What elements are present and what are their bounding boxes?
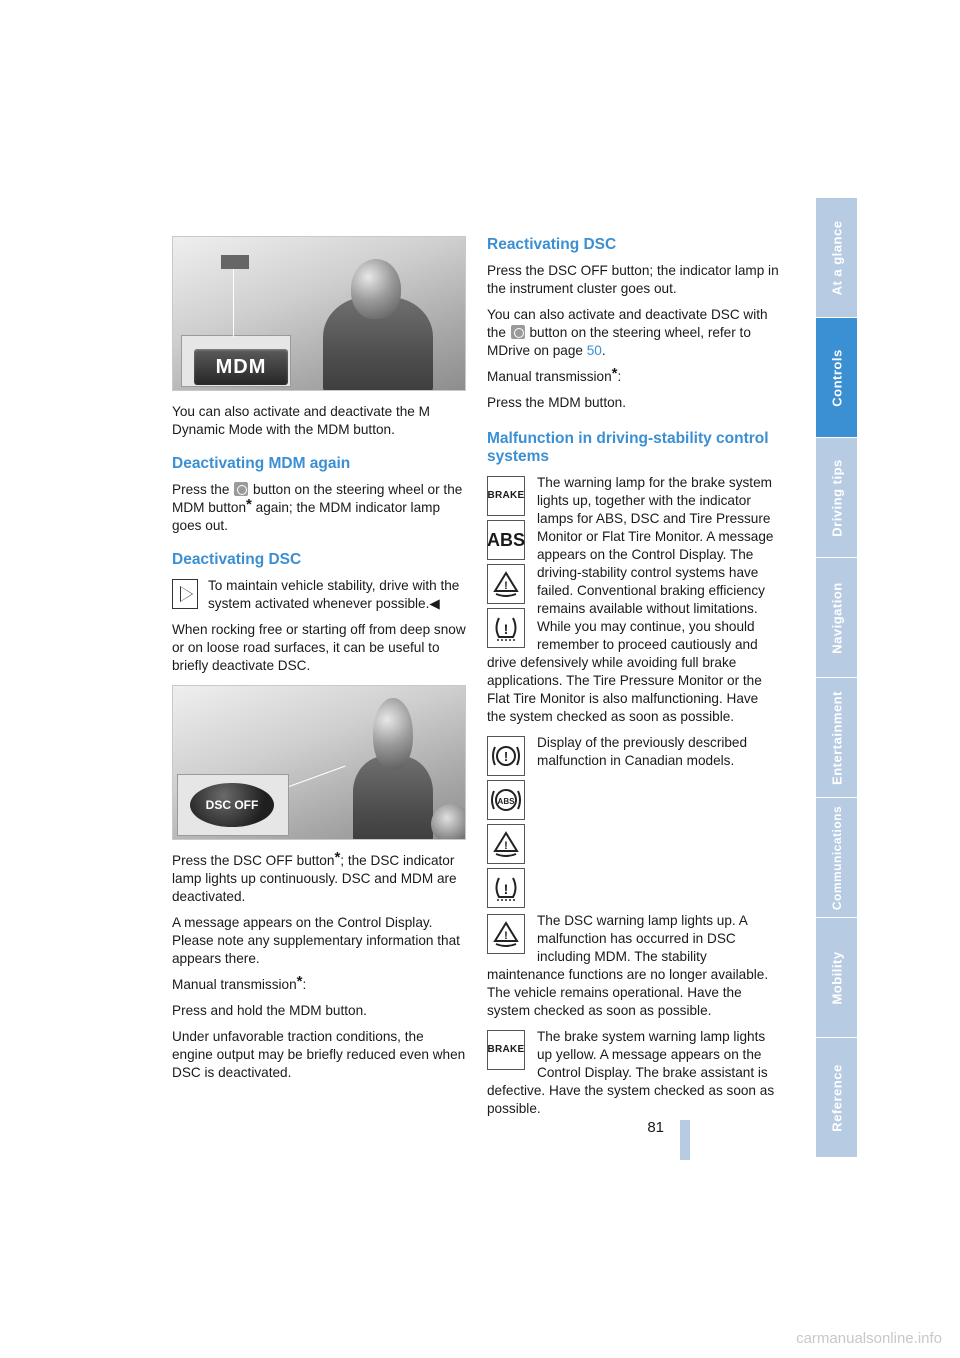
page-number: 81 xyxy=(647,1119,664,1136)
p-dsc-warning: The DSC warning lamp lights up. A malfunction has occurred in DSC including MDM. The stability maintenance functions are no longer available. The vehicle remains operational. Have the system checked as soon as possible. xyxy=(487,913,769,1018)
p-mdm-activate: You can also activate and deactivate the M Dynamic Mode with the MDM button. xyxy=(172,404,430,437)
brake-warning-icon: BRAKE xyxy=(487,476,525,516)
tab-navigation[interactable]: Navigation xyxy=(816,558,857,678)
tab-controls[interactable]: Controls xyxy=(816,318,857,438)
tab-mobility[interactable]: Mobility xyxy=(816,918,857,1038)
optional-star-icon: * xyxy=(334,849,341,866)
svg-text:!: ! xyxy=(503,881,509,897)
tab-at-a-glance[interactable]: At a glance xyxy=(816,198,857,318)
mdrive-button-icon xyxy=(511,325,525,339)
optional-star-icon: * xyxy=(296,973,303,990)
dsc-off-button-label: DSC OFF xyxy=(190,783,274,827)
svg-text:ABS: ABS xyxy=(497,797,515,806)
dsc-warning-icon xyxy=(487,564,525,604)
abs-warning-icon: ABS xyxy=(487,520,525,560)
p-traction: Under unfavorable traction conditions, the engine output may be briefly reduced even when DSC is deactivated. xyxy=(172,1029,466,1080)
left-column xyxy=(172,236,466,1090)
tab-communications[interactable]: Communications xyxy=(816,798,857,918)
caution-note: To maintain vehicle stability, drive with the system activated whenever possible.◀ xyxy=(172,577,466,613)
caution-triangle-icon xyxy=(172,579,198,609)
heading-reactivating-dsc: Reactivating DSC xyxy=(487,236,617,253)
dsc-warning-block xyxy=(487,912,779,1020)
brake-yellow-icon: BRAKE xyxy=(487,1030,525,1070)
tab-entertainment[interactable]: Entertainment xyxy=(816,678,857,798)
p-press-dsc-off: Press the DSC OFF button*; the DSC indicator lamp lights up continuously. DSC and MDM are deactivated. xyxy=(172,849,457,904)
page-number-bar xyxy=(680,1120,690,1160)
tab-driving-tips[interactable]: Driving tips xyxy=(816,438,857,558)
p-malfunction: The warning lamp for the brake system lights up, together with the indicator lamps for ABS, DSC and Tire Pressure Monitor or Flat Tire Monitor. A message appears on the Control Display. The driving-stability control systems have failed. Conventional braking efficiency remains available without limitations. While you may continue, you should remember to proceed cautiously and drive defensively while avoiding full brake applications. The Tire Pressure Monitor or the Flat Tire Monitor is also malfunctioning. Have the system checked as soon as possible. xyxy=(487,475,774,724)
dsc-lamp-icon xyxy=(487,914,525,954)
p-press-mdm: Press the MDM button. xyxy=(487,395,627,410)
svg-text:!: ! xyxy=(503,621,509,637)
mdm-button-photo xyxy=(172,236,466,391)
footer-watermark: carmanualsonline.info xyxy=(796,1330,942,1347)
p-manual-transmission: Manual transmission*: xyxy=(487,365,622,384)
p-press-hold-mdm: Press and hold the MDM button. xyxy=(172,1003,367,1018)
p-manual-transmission: Manual transmission*: xyxy=(172,973,307,992)
heading-malfunction: Malfunction in driving-stability control systems xyxy=(487,430,769,465)
tire-pressure-warning-icon xyxy=(487,608,525,648)
heading-deactivating-dsc: Deactivating DSC xyxy=(172,551,302,568)
p-canada: Display of the previously described malfunction in Canadian models. xyxy=(537,735,748,768)
canada-block xyxy=(487,734,779,912)
abs-canada-icon xyxy=(487,780,525,820)
p-control-display-message: A message appears on the Control Display. Please note any supplementary information that appears there. xyxy=(172,915,460,966)
right-column xyxy=(487,236,779,1126)
svg-text:!: ! xyxy=(504,840,508,852)
p-reactivate: Press the DSC OFF button; the indicator lamp in the instrument cluster goes out. xyxy=(487,263,779,296)
tire-canada-icon xyxy=(487,868,525,908)
p-deactivating-mdm: Press the button on the steering wheel or the MDM button* again; the MDM indicator lamp goes out. xyxy=(172,482,463,533)
malfunction-block xyxy=(487,474,779,726)
p-brake-yellow: The brake system warning lamp lights up yellow. A message appears on the Control Display. The brake assistant is defective. Have the system checked as soon as possible. xyxy=(487,1029,775,1116)
heading-deactivating-mdm: Deactivating MDM again xyxy=(172,455,351,472)
tab-reference[interactable]: Reference xyxy=(816,1038,857,1158)
dsc-off-button-photo xyxy=(172,685,466,840)
p-also-activate: You can also activate and deactivate DSC with the button on the steering wheel, refer to MDrive on page 50. xyxy=(487,307,768,358)
dsc-canada-icon xyxy=(487,824,525,864)
svg-text:!: ! xyxy=(504,930,508,942)
page-50-link[interactable]: 50 xyxy=(586,343,602,358)
chapter-tabs xyxy=(816,198,857,1160)
svg-text:!: ! xyxy=(504,580,508,592)
optional-star-icon: * xyxy=(246,496,252,513)
brake-warning-canada-icon xyxy=(487,736,525,776)
p-rocking-free: When rocking free or starting off from deep snow or on loose road surfaces, it can be useful to briefly deactivate DSC. xyxy=(172,622,466,673)
mdm-button-label: MDM xyxy=(194,349,288,385)
mdrive-button-icon xyxy=(234,482,248,496)
svg-text:!: ! xyxy=(503,749,509,764)
note-end-icon: ◀ xyxy=(429,596,440,611)
optional-star-icon: * xyxy=(611,365,618,382)
brake-yellow-block xyxy=(487,1028,779,1118)
